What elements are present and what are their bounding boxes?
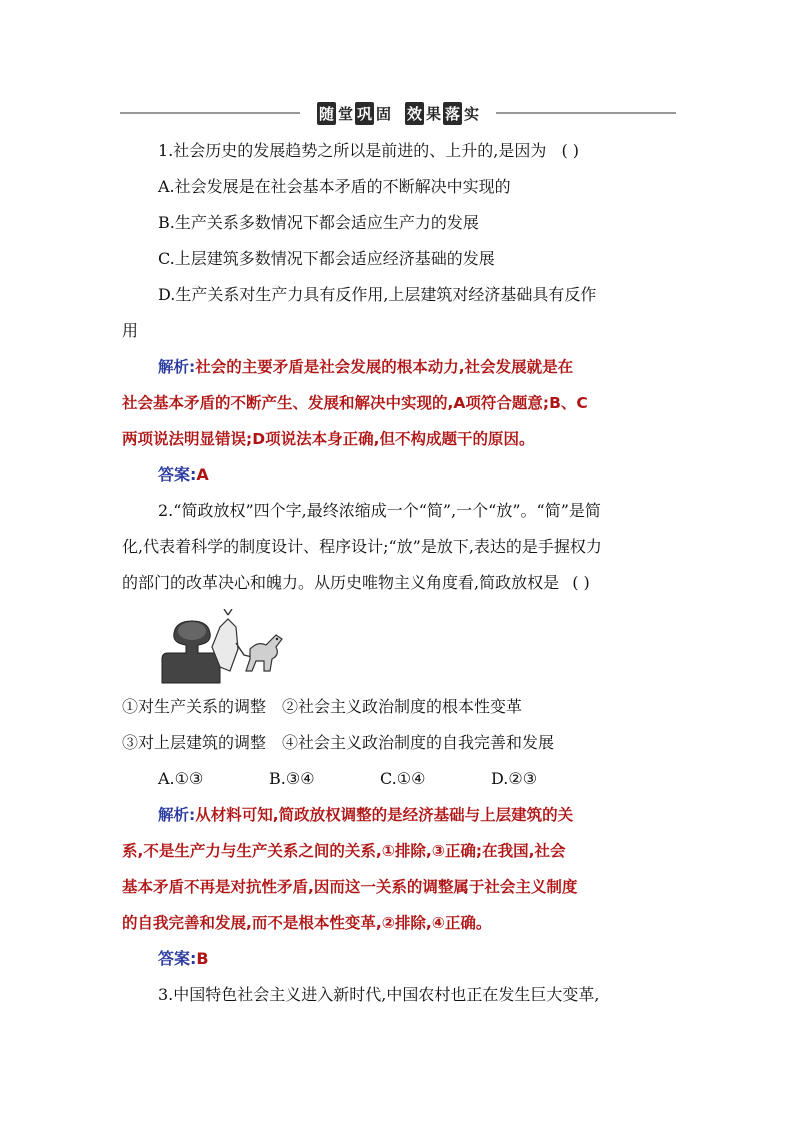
illustration: [122, 601, 680, 689]
analysis-text: 从材料可知,简政放权调整的是经济基础与上层建筑的关: [195, 806, 574, 824]
header-char: 果: [426, 104, 442, 123]
question-2-stem: 化,代表着科学的制度设计、程序设计;“放”是放下,表达的是手握权力: [122, 537, 602, 556]
option-c: C.上层建筑多数情况下都会适应经济基础的发展: [158, 249, 495, 268]
analysis-line: 两项说法明显错误;D项说法本身正确,但不构成题干的原因。: [122, 430, 535, 448]
answer-value: B: [196, 949, 209, 968]
answer-value: A: [196, 465, 209, 484]
analysis-label: 解析:: [158, 806, 196, 824]
statement-line: ③对上层建筑的调整 ④社会主义政治制度的自我完善和发展: [122, 733, 555, 752]
analysis-line: 基本矛盾不再是对抗性矛盾,因而这一关系的调整属于社会主义制度: [122, 878, 578, 896]
section-header: [120, 99, 676, 127]
question-3-stem: 3.中国特色社会主义进入新时代,中国农村也正在发生巨大变革,: [158, 985, 600, 1004]
header-char: 堂: [337, 104, 353, 123]
choice-c: C.①④: [380, 769, 426, 788]
choice-row: [122, 761, 680, 797]
analysis-line: 的自我完善和发展,而不是根本性变革,②排除,④正确。: [122, 914, 492, 932]
statement-line: ①对生产关系的调整 ②社会主义政治制度的根本性变革: [122, 697, 523, 716]
answer-bracket: ( ): [572, 573, 590, 592]
answer-bracket: ( ): [561, 141, 580, 160]
analysis-text: 社会的主要矛盾是社会发展的根本动力,社会发展就是在: [195, 358, 574, 376]
header-rule-left: [120, 112, 300, 114]
answer-label: 答案:: [158, 949, 197, 968]
analysis-line: 社会基本矛盾的不断产生、发展和解决中实现的,A项符合题意;B、C: [122, 394, 588, 412]
question-text: 1.社会历史的发展趋势之所以是前进的、上升的,是因为: [158, 141, 547, 160]
header-char: 效: [405, 102, 424, 125]
header-char: 落: [443, 102, 462, 125]
option-d-continued: 用: [122, 321, 139, 340]
header-char: 巩: [355, 102, 374, 125]
choice-a: A.①③: [158, 769, 204, 788]
choice-b: B.③④: [269, 769, 315, 788]
choice-d: D.②③: [491, 769, 538, 788]
option-b: B.生产关系多数情况下都会适应生产力的发展: [158, 213, 479, 232]
answer-label: 答案:: [158, 465, 197, 484]
analysis-label: 解析:: [158, 358, 196, 376]
analysis-line: 系,不是生产力与生产关系之间的关系,①排除,③正确;在我国,社会: [122, 842, 566, 860]
question-2-stem: [122, 565, 680, 601]
header-char: 固: [375, 104, 391, 123]
question-1-stem: [122, 133, 680, 169]
analysis-line: [122, 797, 680, 833]
analysis-line: [122, 349, 680, 385]
cartoon-weight-horse-image: [158, 609, 298, 687]
answer-line: [122, 457, 680, 493]
answer-line: [122, 941, 680, 977]
exercise-content: [122, 133, 680, 1013]
option-d: D.生产关系对生产力具有反作用,上层建筑对经济基础具有反作: [158, 285, 597, 304]
option-a: A.社会发展是在社会基本矛盾的不断解决中实现的: [158, 177, 511, 196]
section-title: [310, 99, 486, 127]
header-char: 随: [317, 102, 336, 125]
question-text: 的部门的改革决心和魄力。从历史唯物主义角度看,简政放权是: [122, 573, 560, 592]
question-2-stem: 2.“简政放权”四个字,最终浓缩成一个“简”,一个“放”。“简”是简: [158, 501, 601, 520]
header-char: 实: [464, 104, 480, 123]
header-rule-right: [496, 112, 676, 114]
